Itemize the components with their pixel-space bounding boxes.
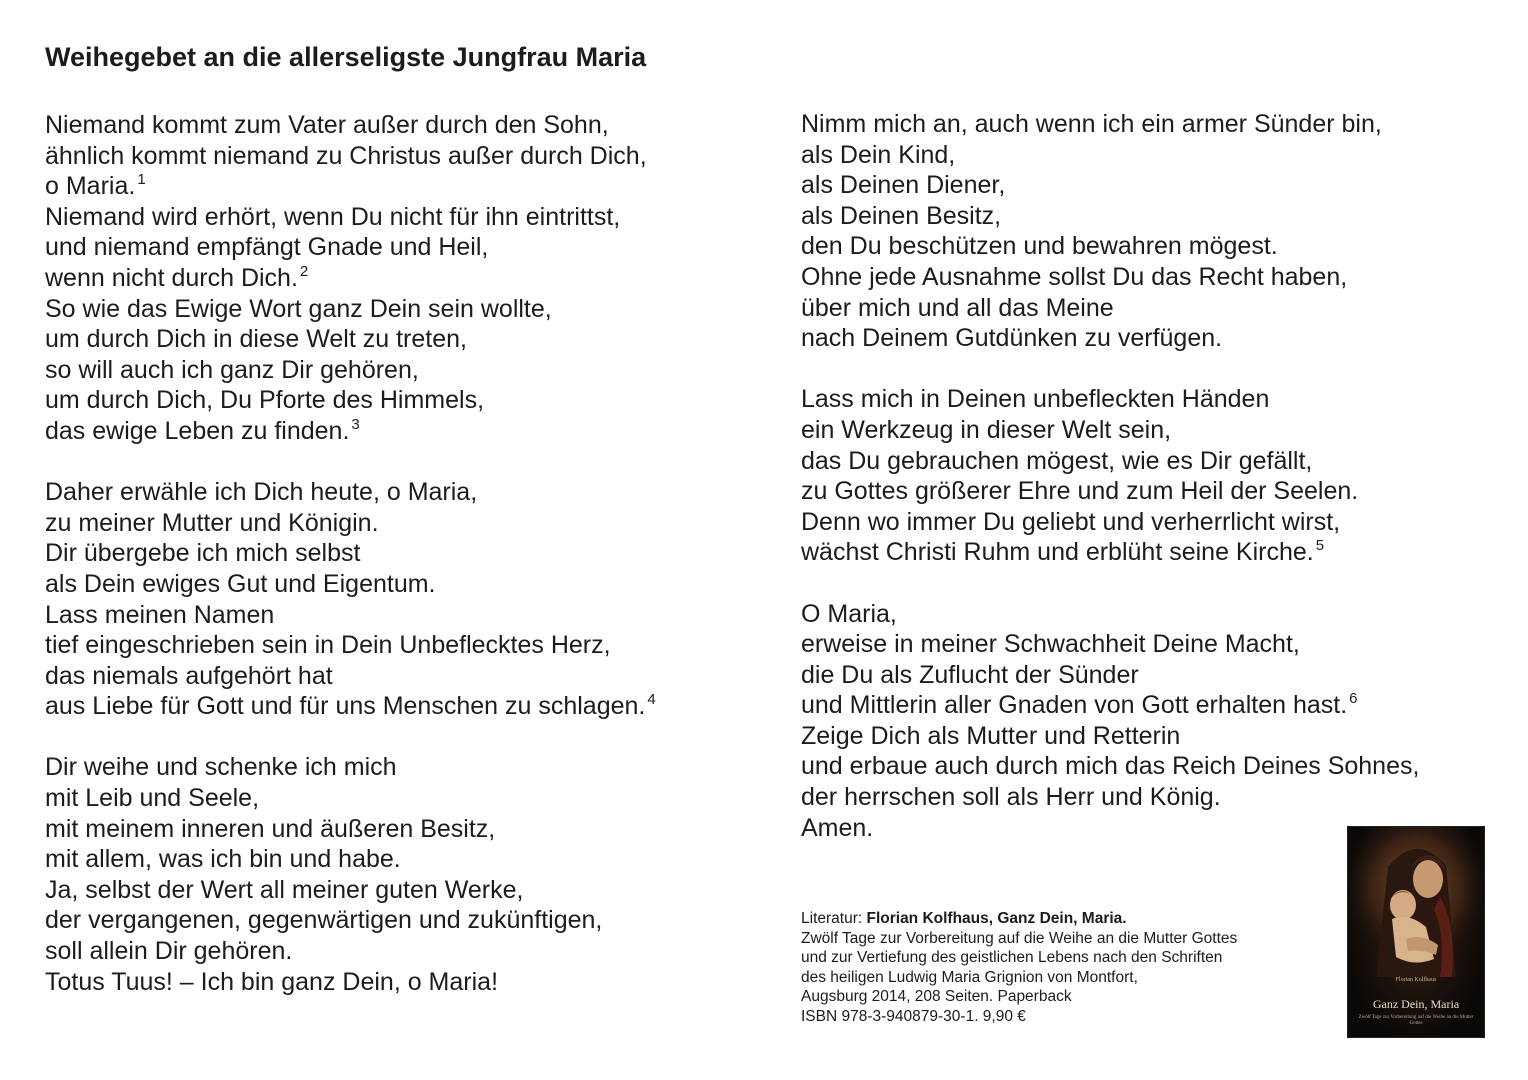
prayer-line	[45, 844, 765, 875]
literature-line: und zur Vertiefung des geistlichen Lebens nach den Schriften	[801, 949, 1223, 967]
prayer-line	[45, 783, 765, 814]
prayer-line-text: soll allein Dir gehören.	[45, 937, 293, 966]
prayer-line-text: O Maria,	[801, 599, 897, 628]
prayer-line-text: mit Leib und Seele,	[45, 784, 260, 813]
prayer-line-text: und niemand empfängt Gnade und Heil,	[45, 233, 489, 262]
prayer-line	[801, 476, 1501, 507]
prayer-line	[801, 660, 1501, 691]
footnote-marker: 2	[299, 262, 309, 280]
prayer-line	[45, 385, 765, 416]
prayer-line	[45, 477, 765, 508]
prayer-line-text: Ohne jede Ausnahme sollst Du das Recht haben,	[801, 262, 1348, 291]
prayer-line	[45, 141, 765, 172]
prayer-line-text: Dir übergebe ich mich selbst	[45, 539, 361, 568]
prayer-line	[45, 936, 765, 967]
prayer-line	[45, 600, 765, 631]
prayer-line-text: Daher erwähle ich Dich heute, o Maria,	[45, 478, 478, 507]
prayer-line	[801, 109, 1501, 140]
prayer-line-text: und erbaue auch durch mich das Reich Deines Sohnes,	[801, 752, 1420, 781]
stanza	[45, 110, 765, 447]
prayer-line	[801, 721, 1501, 752]
prayer-line	[801, 537, 1501, 568]
prayer-line-text: nach Deinem Gutdünken zu verfügen.	[801, 324, 1223, 353]
literature-line: Augsburg 2014, 208 Seiten. Paperback	[801, 988, 1072, 1006]
prayer-line	[45, 752, 765, 783]
prayer-line	[45, 538, 765, 569]
prayer-line-text: Lass mich in Deinen unbefleckten Händen	[801, 385, 1270, 414]
prayer-line-text: Lass meinen Namen	[45, 600, 275, 629]
literature-line: Zwölf Tage zur Vorbereitung auf die Weihe an die Mutter Gottes	[801, 929, 1238, 947]
prayer-line	[45, 232, 765, 263]
stanza	[801, 109, 1501, 354]
prayer-line-text: die Du als Zuflucht der Sünder	[801, 660, 1139, 689]
prayer-line-text: wenn nicht durch Dich.	[45, 263, 298, 292]
prayer-line-text: Amen.	[801, 813, 874, 842]
prayer-line-text: Niemand kommt zum Vater außer durch den Sohn,	[45, 111, 609, 139]
prayer-line-text: erweise in meiner Schwachheit Deine Macht,	[801, 630, 1300, 659]
prayer-line-text: mit meinem inneren und äußeren Besitz,	[45, 814, 496, 843]
prayer-line-text: Totus Tuus! – Ich bin ganz Dein, o Maria!	[45, 967, 499, 996]
prayer-line-text: Denn wo immer Du geliebt und verherrlicht wirst,	[801, 507, 1341, 536]
prayer-line	[801, 293, 1501, 324]
literature-line: des heiligen Ludwig Maria Grignion von Montfort,	[801, 968, 1138, 986]
prayer-line	[801, 201, 1501, 232]
prayer-line	[801, 599, 1501, 630]
prayer-line-text: um durch Dich, Du Pforte des Himmels,	[45, 386, 485, 415]
prayer-line	[45, 905, 765, 936]
prayer-line	[801, 507, 1501, 538]
prayer-line	[45, 355, 765, 386]
prayer-line-text: ähnlich kommt niemand zu Christus außer durch Dich,	[45, 141, 647, 170]
prayer-line	[801, 629, 1501, 660]
prayer-line-text: ein Werkzeug in dieser Welt sein,	[801, 415, 1172, 444]
prayer-line	[801, 231, 1501, 262]
literature-heading-line	[801, 909, 1321, 929]
stanza	[45, 477, 765, 722]
stanza	[801, 384, 1501, 568]
footnote-marker: 4	[647, 691, 656, 709]
stanza	[45, 752, 765, 997]
prayer-line-text: um durch Dich in diese Welt zu treten,	[45, 325, 467, 354]
prayer-line-text: den Du beschützen und bewahren mögest.	[801, 232, 1278, 261]
prayer-line	[45, 875, 765, 906]
footnote-marker: 3	[351, 415, 360, 433]
prayer-line-text: Niemand wird erhört, wenn Du nicht für ihn eintrittst,	[45, 202, 621, 231]
prayer-line	[801, 782, 1501, 813]
prayer-line	[45, 171, 765, 202]
prayer-line-text: und Mittlerin aller Gnaden von Gott erhalten hast.	[801, 691, 1348, 720]
prayer-line	[45, 569, 765, 600]
book-cover-image	[1348, 827, 1484, 1037]
prayer-line-text: aus Liebe für Gott und für uns Menschen zu schlagen.	[45, 692, 646, 721]
document-title: Weihegebet an die allerseligste Jungfrau Maria	[45, 42, 647, 72]
prayer-line	[801, 140, 1501, 171]
footnote-marker: 6	[1349, 690, 1358, 708]
prayer-line	[801, 384, 1501, 415]
prayer-line	[45, 294, 765, 325]
prayer-line-text: Dir weihe und schenke ich mich	[45, 753, 397, 782]
prayer-line	[45, 967, 765, 998]
prayer-line-text: über mich und all das Meine	[801, 293, 1114, 322]
prayer-line	[801, 446, 1501, 477]
prayer-line-text: zu Gottes größerer Ehre und zum Heil der Seelen.	[801, 477, 1359, 506]
literature-book-title: Florian Kolfhaus, Ganz Dein, Maria.	[866, 910, 1127, 927]
prayer-line-text: das Du gebrauchen mögest, wie es Dir gefällt,	[801, 446, 1313, 475]
prayer-line-text: als Deinen Besitz,	[801, 201, 1002, 230]
prayer-line-text: Nimm mich an, auch wenn ich ein armer Sünder bin,	[801, 110, 1382, 138]
prayer-line-text: wächst Christi Ruhm und erblüht seine Kirche.	[801, 538, 1314, 567]
prayer-line-text: so will auch ich ganz Dir gehören,	[45, 355, 419, 384]
prayer-line	[45, 324, 765, 355]
book-cover-subtitle: Zwölf Tage zur Vorbereitung auf die Weihe an die Mutter Gottes	[1358, 1015, 1474, 1026]
prayer-line	[45, 661, 765, 692]
literature-label: Literatur:	[801, 910, 867, 927]
prayer-line-text: als Deinen Diener,	[801, 171, 1006, 200]
prayer-line	[45, 630, 765, 661]
prayer-line-text: tief eingeschrieben sein in Dein Unbeflecktes Herz,	[45, 631, 611, 660]
prayer-line	[45, 814, 765, 845]
literature-reference	[801, 909, 1321, 1027]
prayer-line-text: mit allem, was ich bin und habe.	[45, 845, 401, 874]
prayer-line	[801, 323, 1501, 354]
prayer-line	[45, 508, 765, 539]
prayer-line	[45, 110, 765, 141]
left-column	[45, 110, 765, 997]
prayer-line	[801, 170, 1501, 201]
prayer-line	[45, 691, 765, 722]
prayer-line	[801, 690, 1501, 721]
prayer-line	[45, 263, 765, 294]
footnote-marker: 5	[1315, 537, 1325, 555]
book-cover-author: Florian Kolfhaus	[1395, 977, 1437, 983]
prayer-line	[45, 416, 765, 447]
stanza	[801, 599, 1501, 844]
prayer-line-text: So wie das Ewige Wort ganz Dein sein wollte,	[45, 294, 552, 323]
book-cover-title: Ganz Dein, Maria	[1372, 997, 1460, 1011]
prayer-line-text: Zeige Dich als Mutter und Retterin	[801, 721, 1181, 750]
prayer-line-text: der vergangenen, gegenwärtigen und zukünftigen,	[45, 906, 603, 935]
prayer-line-text: der herrschen soll als Herr und König.	[801, 783, 1221, 812]
right-column	[801, 109, 1501, 843]
prayer-line-text: als Dein Kind,	[801, 140, 956, 169]
literature-isbn-line: ISBN 978-3-940879-30-1. 9,90 €	[801, 1007, 1026, 1025]
prayer-line	[801, 262, 1501, 293]
prayer-line-text: o Maria.	[45, 172, 136, 201]
prayer-line-text: zu meiner Mutter und Königin.	[45, 508, 379, 537]
prayer-line	[45, 202, 765, 233]
prayer-line-text: das niemals aufgehört hat	[45, 661, 333, 690]
prayer-line-text: das ewige Leben zu finden.	[45, 416, 350, 445]
madonna-and-child-illustration	[1348, 827, 1484, 977]
prayer-line	[801, 415, 1501, 446]
prayer-line	[801, 751, 1501, 782]
prayer-line-text: als Dein ewiges Gut und Eigentum.	[45, 569, 436, 598]
prayer-line-text: Ja, selbst der Wert all meiner guten Werke,	[45, 875, 524, 904]
footnote-marker: 1	[137, 171, 146, 189]
